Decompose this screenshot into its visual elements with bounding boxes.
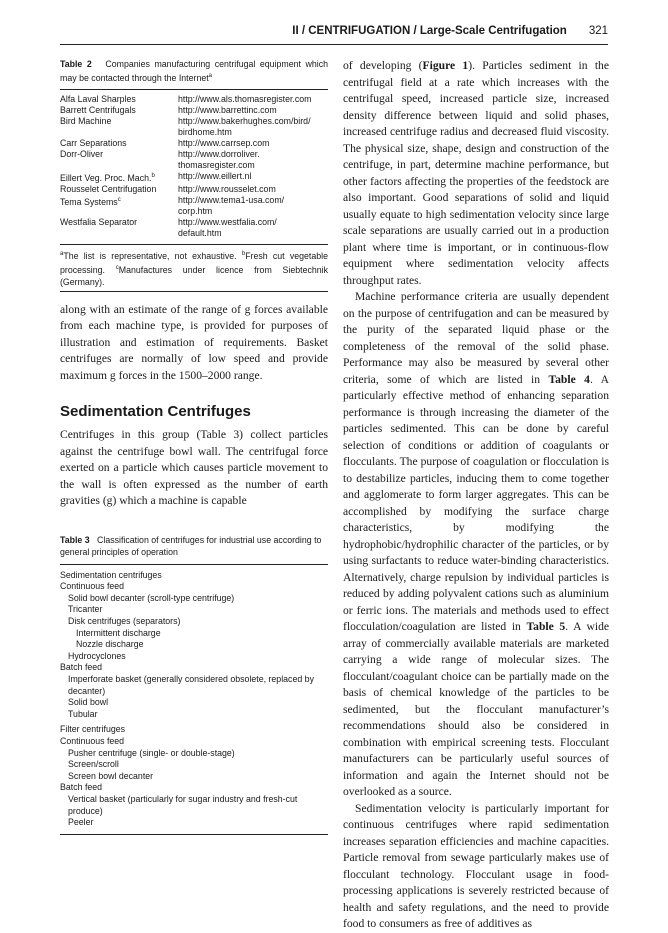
figure-1-reference: Figure 1 (422, 59, 469, 72)
table-row (60, 149, 328, 171)
list-item: Vertical basket (particularly for sugar industry and fresh-cut (68, 793, 298, 804)
list-item: decanter) (68, 685, 106, 696)
list-item: produce) (68, 805, 103, 816)
table-4-reference: Table 4 (548, 372, 590, 386)
table-2-label: Table 2 (60, 59, 92, 69)
table-row (60, 184, 328, 195)
list-item: Imperforate basket (generally considered obsolete, replaced by (68, 674, 314, 685)
page-number: 321 (588, 25, 608, 37)
table-row: Tema Systems$^c$ http://www.tema1-usa.com/ corp.htm (60, 195, 328, 217)
table-2-end-rule (60, 291, 328, 292)
table-2-top-rule (60, 89, 328, 90)
table-5-reference: Table 5 (526, 620, 566, 633)
table-row (60, 217, 328, 239)
table-2-caption (60, 58, 328, 84)
table-2-caption-sup: a (208, 73, 213, 79)
table-2 (60, 58, 328, 292)
company-name: Tema Systems (60, 196, 118, 207)
company-url: http://www.barrettinc.com (178, 104, 277, 115)
table-3-label: Table 3 (60, 534, 90, 545)
company-name: Dorr-Oliver (60, 148, 104, 159)
table-2-footnote: $^a$The list is representative, not exhaustive. $^b$Fresh cut vegetable processing. $^c$Manufactures under licence from Siebtechnik (Germany). (60, 250, 329, 287)
company-url: http://www.rousselet.com (178, 183, 276, 194)
company-url: http://www.tema1-usa.com/ (178, 194, 285, 205)
header-section-title: II / CENTRIFUGATION / Large-Scale Centrifugation (292, 25, 567, 37)
company-url: http://www.westfalia.com/ (178, 216, 277, 227)
list-item: Continuous feed (60, 736, 125, 746)
company-url: thomasregister.com (178, 159, 255, 170)
table-3-body (60, 570, 328, 829)
left-paragraph-2: Centrifuges in this group (Table 3) collect particles against the centrifuge bowl wall. The centrifugal force exerted on a particle which causes particle movement to the wall is often expressed as the number of earth gravities (g) which a machine is capable (60, 428, 328, 508)
list-item: Hydrocyclones (68, 650, 126, 661)
table-3-bottom-rule (60, 834, 328, 835)
list-item: Tricanter (68, 604, 103, 615)
table-row (60, 94, 328, 105)
left-column (60, 58, 328, 835)
list-item: Pusher centrifuge (single- or double-stage) (68, 747, 235, 758)
company-url: default.htm (178, 227, 222, 238)
list-item: Sedimentation centrifuges (60, 569, 162, 580)
left-paragraph-1: along with an estimate of the range of g forces available from each machine type, is provided for purposes of illustration and estimation of requirements. Basket centrifuges are normally of low speed and provide maximum g forces in the 1500–2000 range. (60, 302, 328, 382)
right-paragraph-3: Sedimentation velocity is particularly important for continuous centrifuges where rapid sedimentation increases separation efficiencies and machine capacities. Particle removal from sewage particularly makes use of flocculant technology. Flocculant usage in food-processing applications is severely restricted because of health and safety regulations, and the need to provide food to consumers as free of additives as (343, 801, 609, 930)
list-item: Solid bowl (68, 697, 109, 708)
section-heading: Sedimentation Centrifuges (60, 403, 251, 421)
table-2-body (60, 94, 328, 239)
table-row: Eillert Veg. Proc. Mach.$^b$ http://www.eillert.nl (60, 171, 328, 184)
company-name: Barrett Centrifugals (60, 104, 136, 115)
list-item: Batch feed (60, 662, 103, 673)
company-name: Rousselet Centrifugation (60, 183, 157, 194)
company-url: http://www.carrsep.com (178, 137, 270, 148)
table-row (60, 105, 328, 116)
company-name: Carr Separations (60, 137, 127, 148)
list-item: Batch feed (60, 782, 103, 793)
list-item: Continuous feed (60, 581, 125, 592)
table-row (60, 116, 328, 138)
list-item: Disk centrifuges (separators) (68, 616, 181, 627)
table-3-top-rule (60, 564, 328, 565)
list-item: Tubular (68, 708, 98, 719)
list-item: Filter centrifuges (60, 724, 126, 735)
list-item: Peeler (68, 817, 94, 828)
table-3 (60, 534, 328, 835)
company-name: Bird Machine (60, 115, 112, 126)
company-name: Alfa Laval Sharples (60, 93, 136, 104)
company-name: Eillert Veg. Proc. Mach. (60, 172, 152, 183)
list-item: Solid bowl decanter (scroll-type centrifuge) (68, 592, 235, 603)
company-name: Westfalia Separator (60, 216, 138, 227)
company-url: http://www.dorroliver. (178, 148, 260, 159)
table-2-bottom-rule (60, 244, 328, 245)
table-3-caption-text: Classification of centrifuges for industrial use according to general principles of operation (60, 534, 322, 557)
right-column (343, 58, 609, 933)
company-url: http://www.als.thomasregister.com (178, 93, 312, 104)
table-3-caption (60, 534, 328, 558)
right-paragraph-2: Machine performance criteria are usually dependent on the purpose of centrifugation and can be measured by the purity of the separated liquid phase or the completeness of the removal of the solid phase. Performance may also be measured by several other criteria, some of which are listed in Table 4. A particularly effective method of enhancing separation performance is through increasing the diameter of the particles sedimented. This can be done by careful selection of conditions or addition of coagulants or flocculants. The purpose of coagulation or flocculation is to destabilize particles, inducing them to come together and agglomerate to form larger aggregates. This can be accomplished by modifying the surface charge characteristics, by modifying the hydrophobic/hydrophilic character of the particles, or by using surfactants to reduce water-binding characteristics. Alternatively, charge repulsion by individual particles is reduced by adding polyvalent cations such as aluminium or ferric ions. The materials and methods used to effect flocculation/coagulation are listed in Table 5. A wide array of commercially available materials are marketed carrying a wide range of molecular sizes. The flocculant/coagulant choice can be partially made on the basis of chemical knowledge of the particles to be sedimented, but the flocculant manufacturer’s recommendations should also be considered in combination with empirical screening tests. Flocculant manufacturers can be particularly useful sources of information and again the Internet should not be overlooked as a source. (343, 290, 610, 798)
company-url: birdhome.htm (178, 126, 232, 137)
list-item: Nozzle discharge (76, 639, 144, 650)
table-row (60, 138, 328, 149)
company-url: http://www.eillert.nl (178, 170, 252, 181)
list-item: Intermittent discharge (76, 627, 161, 638)
right-paragraph-1: of developing (Figure 1). Particles sediment in the centrifugal field at a rate which increases with the centrifugal speed, increased particle size, increased density difference between liquid and solid phases, increased centrifuge radius and decreased fluid viscosity. The physical size, shape, design and construction of the centrifuge, in part, determine machine performance, but other factors affecting the properties of the feedstock are also important. Good separations of solid and liquid usually equate to high sedimentation velocity since large scale separations are usually carried out in a production plant where time is important, or in continuous-flow equipment where sedimentation velocity affects throughput rates. (343, 59, 609, 287)
table-2-caption-text: Companies manufacturing centrifugal equipment which may be contacted through the Internet (60, 59, 328, 83)
list-item: Screen/scroll (68, 759, 119, 770)
company-url: http://www.bakerhughes.com/bird/ (178, 115, 311, 126)
list-item: Screen bowl decanter (68, 770, 154, 781)
company-url: corp.htm (178, 205, 213, 216)
running-header (60, 18, 608, 45)
